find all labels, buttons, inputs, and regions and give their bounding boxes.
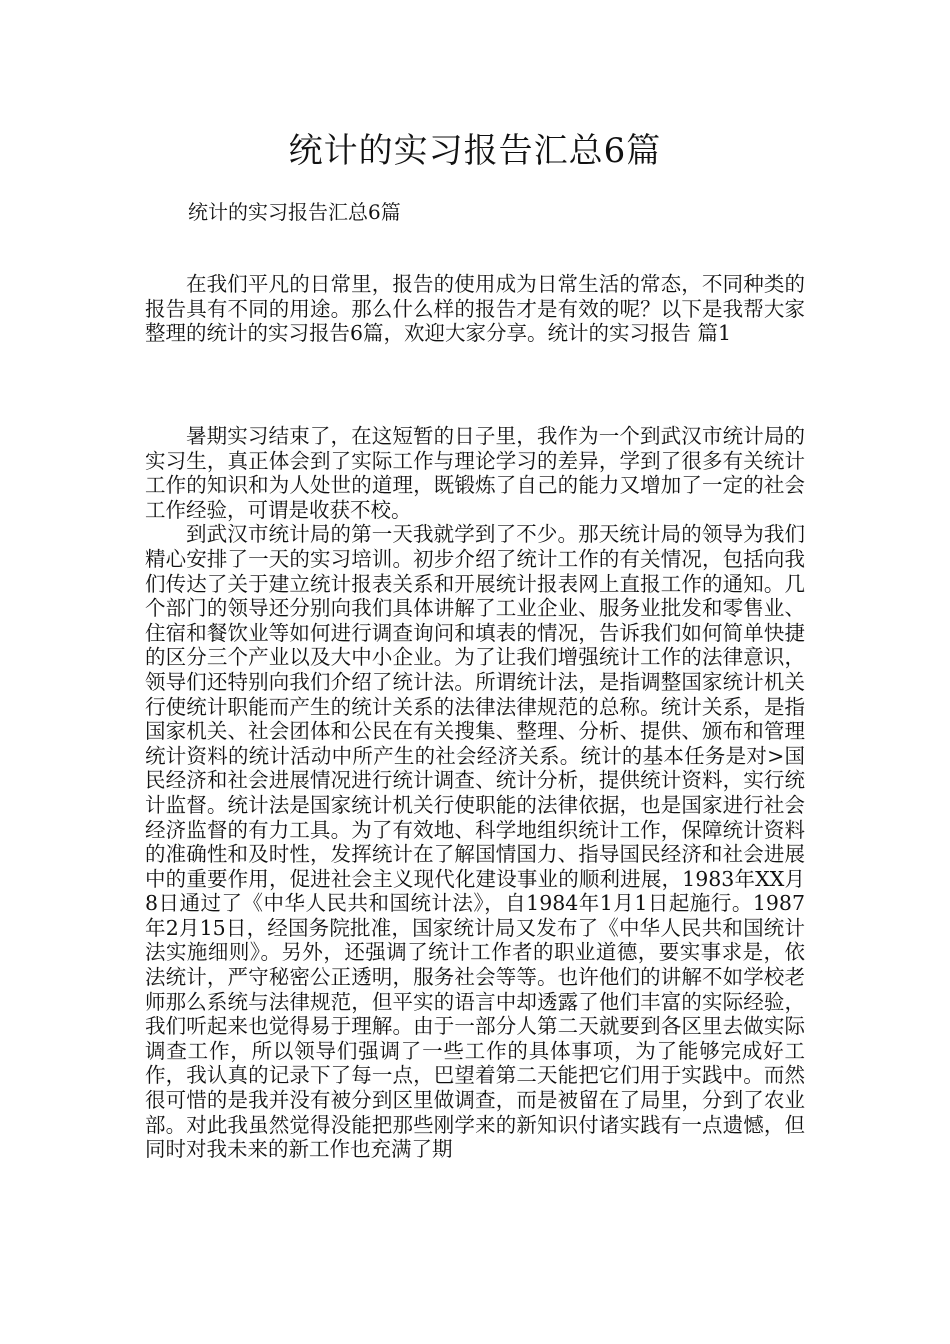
- document-subtitle: 统计的实习报告汇总6篇: [188, 200, 401, 224]
- report-body: [145, 424, 805, 1162]
- body-paragraph-2: 到武汉市统计局的第一天我就学到了不少。那天统计局的领导为我们精心安排了一天的实习培训。初步介绍了统计工作的有关情况，包括向我们传达了关于建立统计报表关系和开展统计报表网上直报工作的通知。几个部门的领导还分别向我们具体讲解了工业企业、服务业批发和零售业、住宿和餐饮业等如何进行调查询问和填表的情况，告诉我们如何简单快捷的区分三个产业以及大中小企业。为了让我们增强统计工作的法律意识，领导们还特别向我们介绍了统计法。所谓统计法，是指调整国家统计机关行使统计职能而产生的统计关系的法律法律规范的总称。统计关系，是指国家机关、社会团体和公民在有关搜集、整理、分析、提供、颁布和管理统计资料的统计活动中所产生的社会经济关系。统计的基本任务是对>国民经济和社会进展情况进行统计调查、统计分析，提供统计资料，实行统计监督。统计法是国家统计机关行使职能的法律依据，也是国家进行社会经济监督的有力工具。为了有效地、科学地组织统计工作，保障统计资料的准确性和及时性，发挥统计在了解国情国力、指导国民经济和社会进展中的重要作用，促进社会主义现代化建设事业的顺利进展，1983年XX月8日通过了《中华人民共和国统计法》，自1984年1月1日起施行。1987年2月15日，经国务院批准，国家统计局又发布了《中华人民共和国统计法实施细则》。另外，还强调了统计工作者的职业道德，要实事求是，依法统计，严守秘密公正透明，服务社会等等。也许他们的讲解不如学校老师那么系统与法律规范，但平实的语言中却透露了他们丰富的实际经验，我们听起来也觉得易于理解。由于一部分人第二天就要到各区里去做实际调查工作，所以领导们强调了一些工作的具体事项，为了能够完成好工作，我认真的记录下了每一点，巴望着第二天能把它们用于实践中。而然很可惜的是我并没有被分到区里做调查，而是被留在了局里，分到了农业部。对此我虽然觉得没能把那些刚学来的新知识付诸实践有一点遗憾，但同时对我未来的新工作也充满了期: [145, 522, 805, 1162]
- intro-section: [145, 272, 805, 346]
- intro-paragraph: 在我们平凡的日常里，报告的使用成为日常生活的常态，不同种类的报告具有不同的用途。那么什么样的报告才是有效的呢？以下是我帮大家整理的统计的实习报告6篇，欢迎大家分享。统计的实习报告 篇1: [145, 272, 805, 346]
- document-title: 统计的实习报告汇总6篇: [288, 131, 662, 171]
- body-paragraph-1: 暑期实习结束了，在这短暂的日子里，我作为一个到武汉市统计局的实习生，真正体会到了实际工作与理论学习的差异，学到了很多有关统计工作的知识和为人处世的道理，既锻炼了自己的能力又增加了一定的社会工作经验，可谓是收获不校。: [145, 424, 805, 522]
